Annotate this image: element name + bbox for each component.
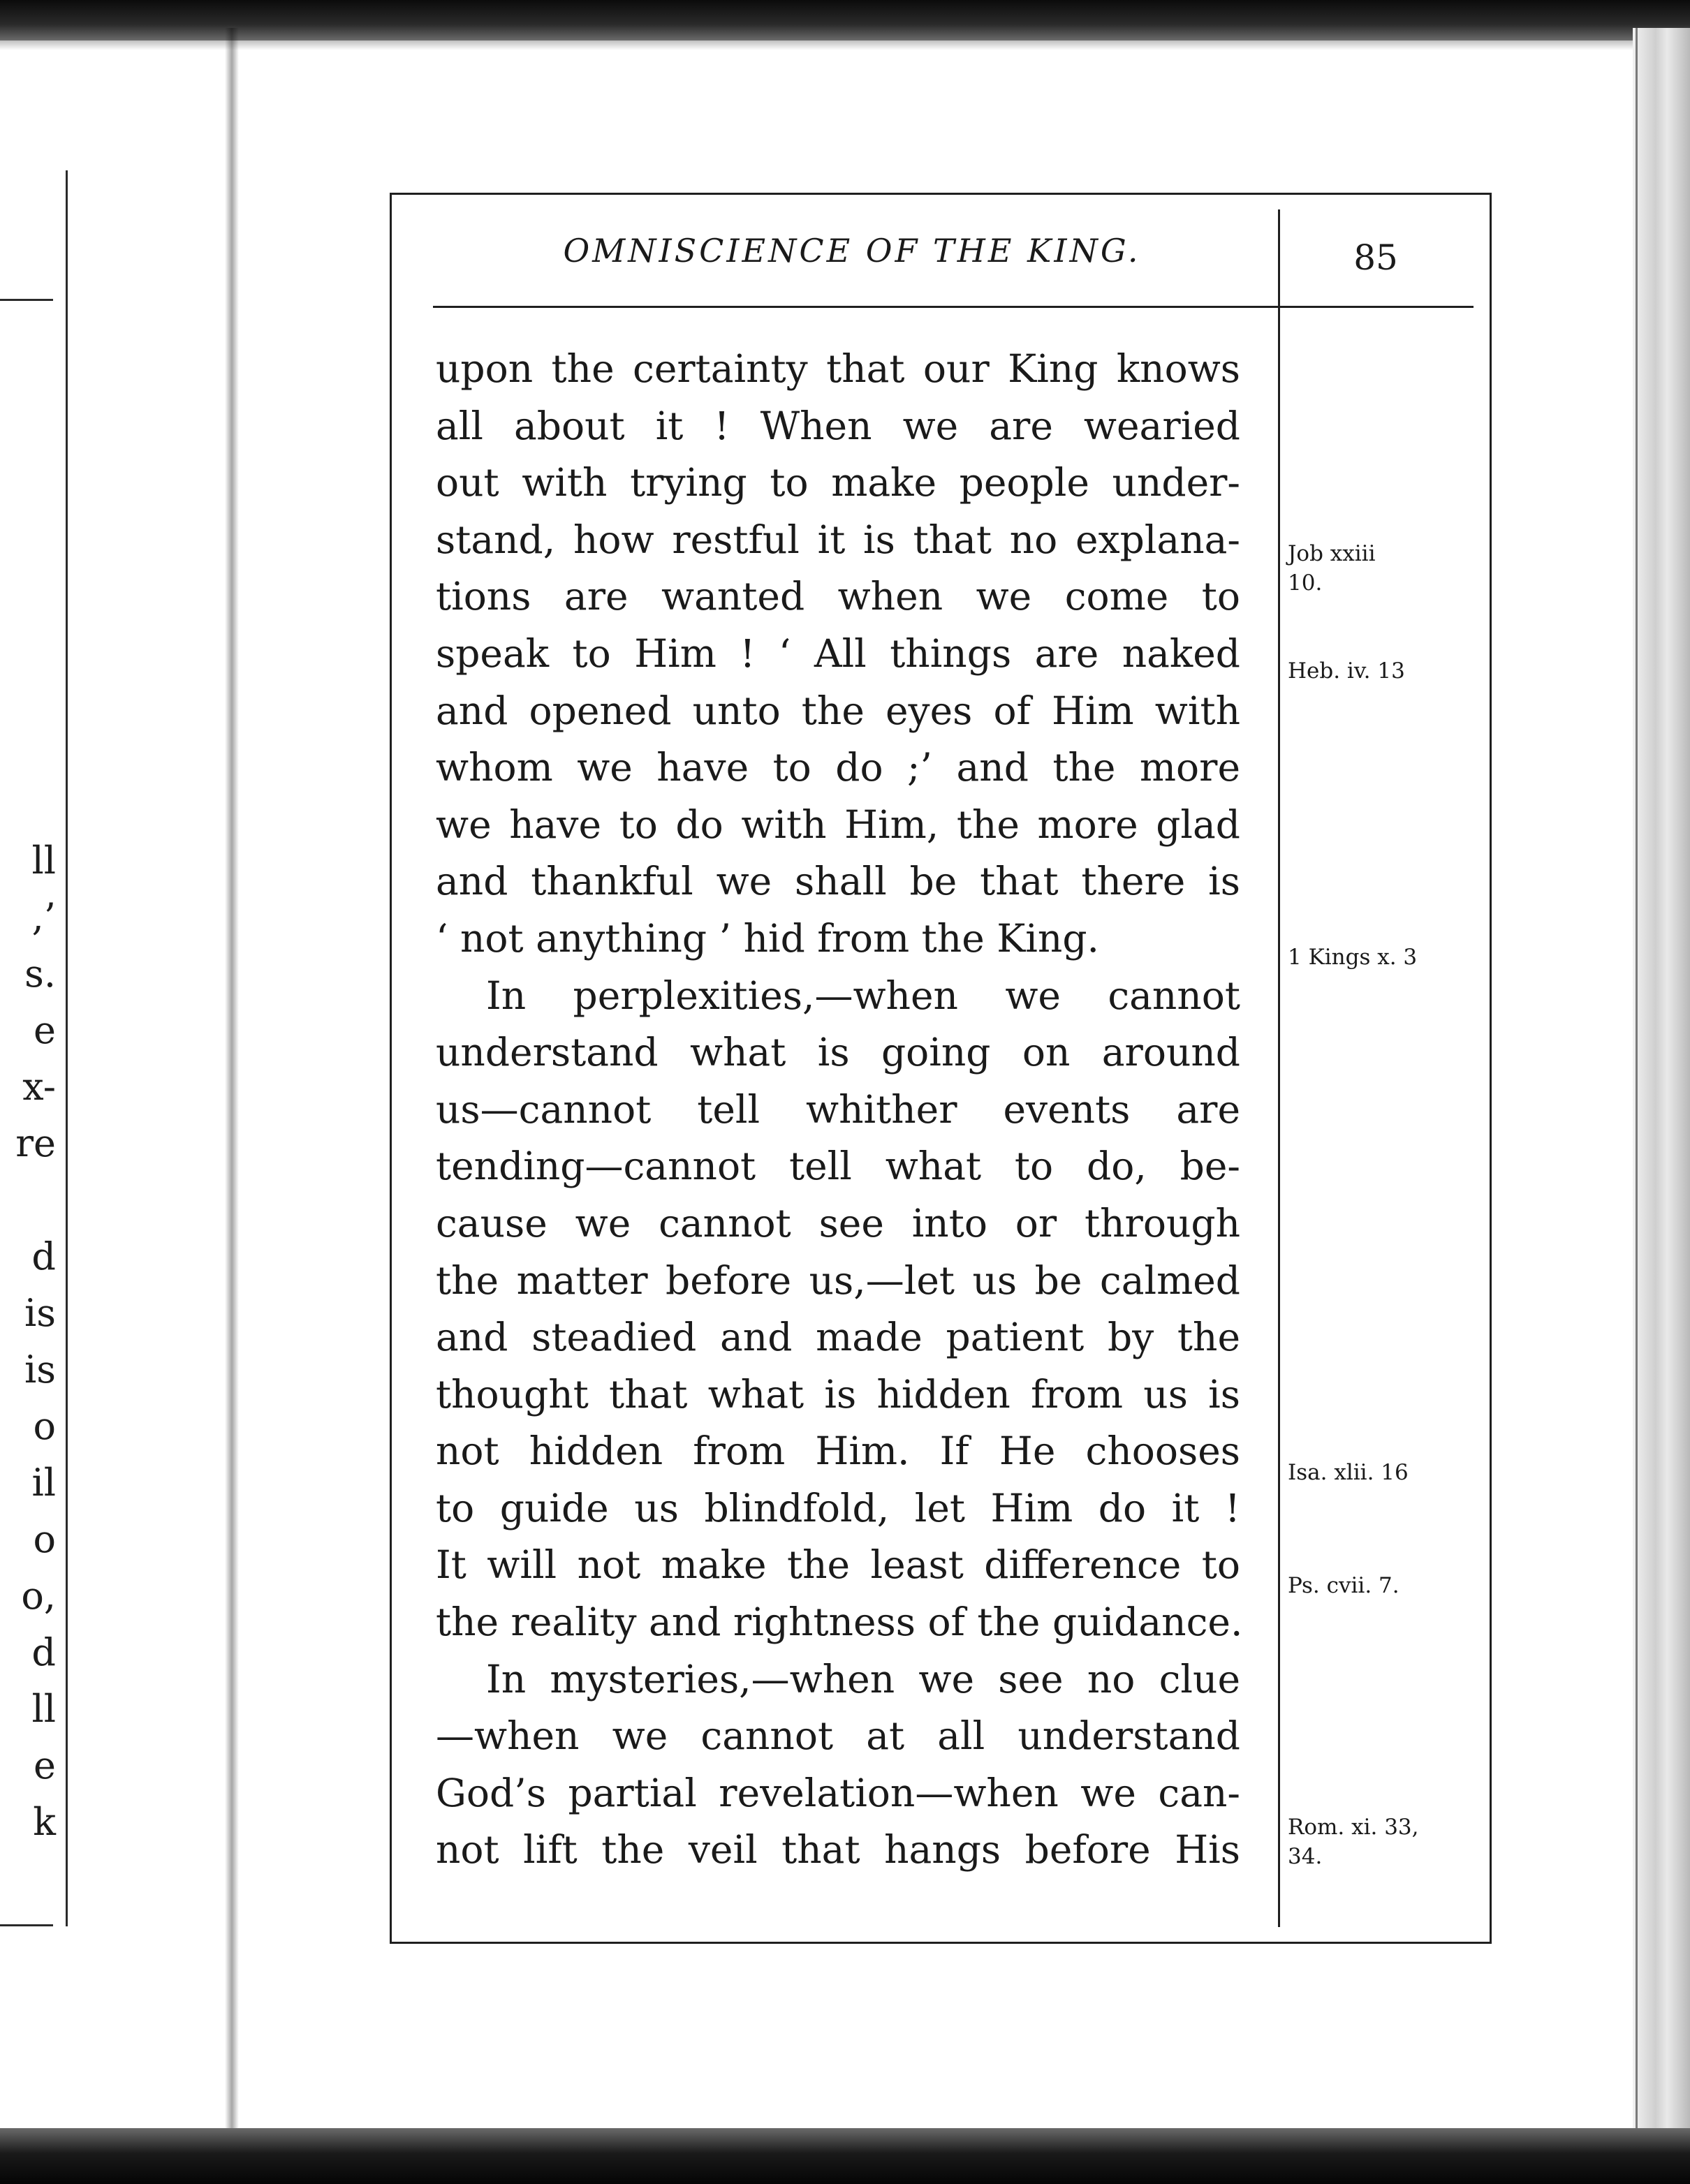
left-fragment: il — [31, 1461, 56, 1505]
book-gutter — [225, 28, 239, 2130]
left-fragment: ll — [31, 839, 56, 883]
text-line: tions are wanted when we come to — [436, 574, 1240, 619]
left-fragment: ,’ — [31, 895, 56, 939]
text-line: God’s partial revelation—when we can- — [436, 1770, 1240, 1815]
header-rule — [433, 306, 1474, 308]
margin-note-line: Rom. xi. 33, — [1288, 1815, 1419, 1840]
left-fragment: d — [31, 1234, 56, 1278]
text-line: all about it ! When we are wearied — [436, 403, 1240, 448]
left-fragment: is — [24, 1291, 56, 1335]
text-line: us—cannot tell whither events are — [436, 1086, 1240, 1132]
page-number: 85 — [1353, 237, 1398, 278]
text-line: understand what is going on around — [436, 1030, 1240, 1075]
text-line: —when we cannot at all understand — [436, 1713, 1240, 1759]
text-line: upon the certainty that our King knows — [436, 346, 1240, 391]
margin-note-line: Isa. xlii. 16 — [1288, 1460, 1409, 1485]
left-page-fragments — [0, 832, 64, 1866]
body-text — [436, 341, 1243, 1879]
left-fragment: e — [34, 1008, 56, 1052]
margin-note-hebrews — [1288, 656, 1469, 686]
text-line: out with trying to make people under- — [436, 460, 1240, 506]
text-line: and opened unto the eyes of Him with — [436, 688, 1240, 733]
text-line: to guide us blindfold, let Him do it ! — [436, 1485, 1240, 1530]
left-fragment: x- — [22, 1065, 56, 1109]
left-fragment: k — [33, 1800, 56, 1844]
text-line: tending—cannot tell what to do, be- — [436, 1144, 1240, 1189]
left-fragment: re — [15, 1121, 56, 1165]
text-line: and thankful we shall be that there is — [436, 859, 1240, 904]
margin-note-line: 34. — [1288, 1844, 1323, 1869]
text-line: speak to Him ! ‘ All things are naked — [436, 630, 1240, 676]
text-line: not hidden from Him. If He chooses — [436, 1429, 1240, 1474]
text-line: whom we have to do ;’ and the more — [436, 745, 1240, 790]
margin-note-psalms — [1288, 1571, 1469, 1600]
text-line: stand, how restful it is that no explana- — [436, 517, 1240, 562]
left-fragment: o — [33, 1517, 56, 1561]
scan-bottom-edge — [0, 2128, 1690, 2184]
margin-note-isaiah — [1288, 1458, 1469, 1487]
text-line: and steadied and made patient by the — [436, 1315, 1240, 1360]
text-line: thought that what is hidden from us is — [436, 1371, 1240, 1417]
margin-note-line: 1 Kings x. 3 — [1288, 945, 1418, 970]
left-fragment: o, — [21, 1574, 56, 1618]
text-line: In perplexities,—when we cannot — [486, 973, 1240, 1018]
text-line: the reality and rightness of the guidance. — [436, 1600, 1243, 1645]
margin-note-line: Ps. cvii. 7. — [1288, 1573, 1399, 1598]
scan-top-edge — [0, 0, 1690, 40]
text-line: ‘ not anything ’ hid from the King. — [436, 915, 1100, 961]
text-line: not lift the veil that hangs before His — [436, 1827, 1240, 1873]
left-fragment: ll — [31, 1687, 56, 1731]
margin-note-line: Heb. iv. 13 — [1288, 658, 1405, 684]
margin-column-rule — [1278, 209, 1280, 1927]
margin-note-kings — [1288, 943, 1469, 972]
text-line: In mysteries,—when we see no clue — [486, 1656, 1240, 1702]
left-fragment: is — [24, 1348, 56, 1392]
text-line: the matter before us,—let us be calmed — [436, 1257, 1240, 1303]
left-fragment: e — [34, 1743, 56, 1787]
left-fragment: d — [31, 1630, 56, 1674]
left-fragment: s. — [24, 952, 56, 996]
margin-note-line: 10. — [1288, 570, 1323, 596]
margin-note-romans — [1288, 1813, 1469, 1871]
margin-note-line: Job xxiii — [1288, 541, 1376, 566]
page-edge-right — [1633, 28, 1690, 2130]
text-line: It will not make the least difference to — [436, 1542, 1240, 1588]
running-head: OMNISCIENCE OF THE KING. — [563, 232, 1141, 270]
left-fragment: o — [33, 1404, 56, 1448]
text-line: we have to do with Him, the more glad — [436, 802, 1240, 847]
margin-note-job — [1288, 539, 1469, 598]
text-line: cause we cannot see into or through — [436, 1200, 1240, 1246]
